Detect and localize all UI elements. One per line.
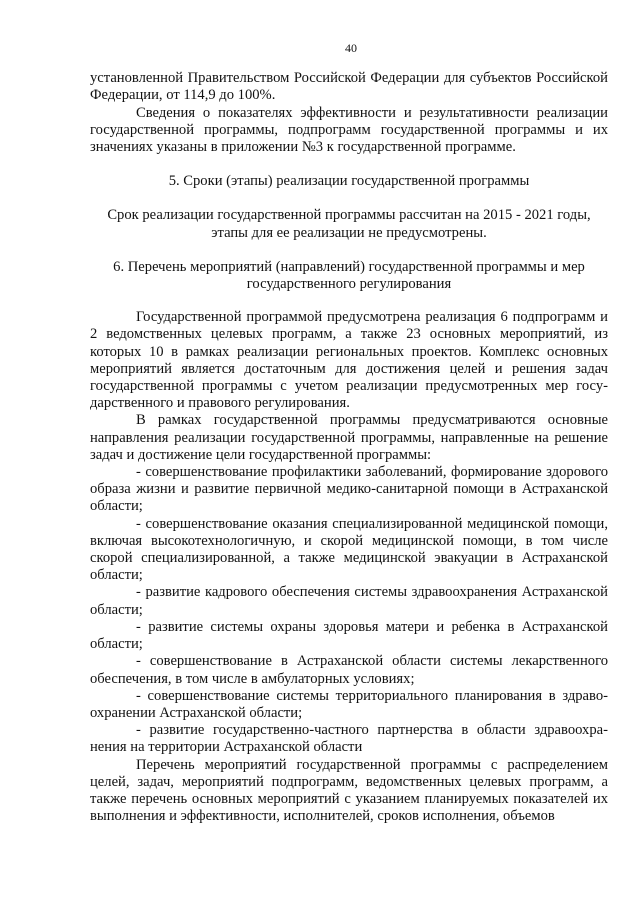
list-item-direction-2: - совершенствование оказания специализированной медицинской помощи, включая высокотехнологичную, и скорой медицинской помощи, в том числе скорой специализированной, а также медицинской эвакуации в Астраханской области; [90,515,608,584]
list-item-direction-6: - совершенствование системы территориального планирования в здравоохранении Астраханской области; [90,687,608,721]
page-number: 40 [345,41,357,55]
list-item-direction-3: - развитие кадрового обеспечения системы здравоохранения Астраханской области; [90,584,608,618]
paragraph-indicators-info: Сведения о показателях эффективности и результативности реализации государственной программы, подпрограмм государственной программы и их значениях указаны в приложении №3 к государственной программе. [90,104,608,156]
document-page [90,40,608,825]
section-heading-6: 6. Перечень мероприятий (направлений) государственной программы и мер государственного регулирования [113,258,585,293]
section-heading-5: 5. Сроки (этапы) реализации государственной программы [168,173,530,190]
paragraph-directions-intro: В рамках государственной программы предусматриваются основные направления реализации государственной программы, направленные на решение задач и достижение цели государственной программы: [90,412,608,463]
list-item-direction-7: - развитие государственно-частного партнерства в области здравоохранения на территории Астраханской области [90,722,608,756]
list-item-direction-1: - совершенствование профилактики заболеваний, формирование здорового образа жизни и развитие первичной медико-санитарной помощи в Астраханской области; [90,464,608,515]
spacer [90,190,608,207]
spacer [90,156,608,173]
paragraph-program-composition: Государственной программой предусмотрена реализация 6 подпрограмм и 2 ведомственных целевых программ, а также 23 основных мероприятий, из которых 10 в рамках реализации региональных проектов. Комплекс основных мероприятий является достаточным для достижения целей и решения задач государственной программы с учетом реализации предусмотренных мер государственного и правового регулирования. [90,309,608,412]
paragraph-term: Срок реализации государственной программы рассчитан на 2015 - 2021 годы, этапы для ее реализации не предусмотрены. [107,207,591,241]
paragraph-continuation: установленной Правительством Российской Федерации для субъектов Российской Федерации, от 114,9 до 100%. [90,70,608,104]
list-item-direction-4: - развитие системы охраны здоровья матери и ребенка в Астраханской области; [90,618,608,653]
list-item-direction-5: - совершенствование в Астраханской области системы лекарственного обеспечения, в том числе в амбулаторных условиях; [90,653,608,687]
spacer [90,293,608,309]
spacer [90,242,608,259]
paragraph-measures-list: Перечень мероприятий государственной программы с распределением целей, задач, мероприятий подпрограмм, ведомственных целевых программ, а также перечень основных мероприятий с указанием планируемых показателей их выполнения и эффективности, исполнителей, сроков исполнения, объемов [90,756,608,825]
